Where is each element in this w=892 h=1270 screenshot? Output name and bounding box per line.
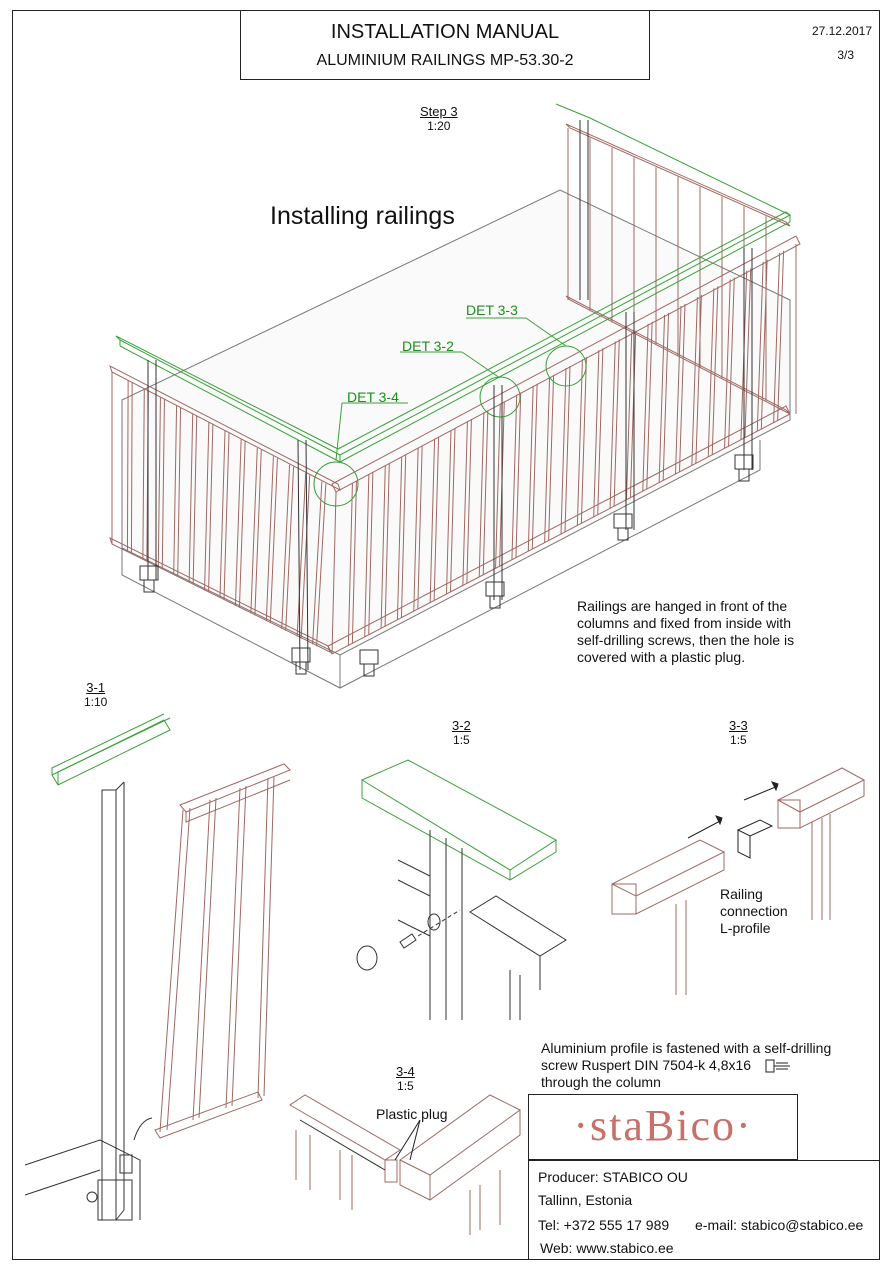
company-logo-box (528, 1094, 798, 1160)
det-3-3-callout: DET 3-3 (466, 302, 518, 318)
baluster (131, 382, 132, 553)
producer-name: Producer: STABICO OU (538, 1169, 688, 1185)
page-number: 3/3 (837, 48, 854, 62)
section-heading: Installing railings (270, 202, 455, 230)
column-bracket (360, 650, 378, 664)
note-line: self-drilling screws, then the hole is (577, 632, 795, 648)
det-3-2-callout: DET 3-2 (402, 338, 454, 354)
screw-note (541, 1040, 831, 1091)
detail-3-2-label (452, 718, 471, 747)
step-label (420, 104, 458, 133)
producer-email: e-mail: stabico@stabico.ee (695, 1217, 864, 1233)
column-base (739, 469, 749, 481)
plastic-plug-note: Plastic plug (376, 1106, 448, 1122)
note-line: Railing (720, 886, 763, 902)
det-3-4-callout: DET 3-4 (347, 389, 399, 405)
note-line: screw Ruspert DIN 7504-k 4,8x16 (541, 1057, 752, 1073)
producer-block (528, 1160, 880, 1260)
producer-web: Web: www.stabico.ee (540, 1240, 674, 1256)
document-subtitle: ALUMINIUM RAILINGS MP-53.30-2 (316, 52, 574, 69)
note-line: L-profile (720, 920, 771, 936)
company-logo: ·staBico· (573, 1101, 753, 1150)
producer-phone: Tel: +372 555 17 989 (538, 1217, 670, 1233)
note-line: Aluminium profile is fastened with a self-drilling (541, 1040, 832, 1056)
detail-3-1-drawing (25, 714, 290, 1220)
detail-number: 3-1 (86, 680, 106, 695)
detail-3-3-drawing (612, 768, 864, 995)
main-installation-note (577, 598, 794, 666)
detail-scale: 1:10 (84, 695, 108, 709)
detail-3-1-label (84, 680, 107, 709)
l-profile-note (720, 886, 788, 937)
detail-scale: 1:5 (453, 733, 470, 747)
note-line: covered with a plastic plug. (577, 649, 746, 665)
detail-scale: 1:5 (397, 1079, 414, 1093)
note-line: columns and fixed from inside with (577, 615, 791, 631)
note-line: connection (720, 903, 788, 919)
note-line: through the column (541, 1074, 661, 1090)
detail-scale: 1:5 (730, 733, 747, 747)
detail-3-4-label (396, 1064, 415, 1093)
column-bracket (292, 648, 310, 662)
step-scale: 1:20 (427, 119, 451, 133)
document-title: INSTALLATION MANUAL (330, 21, 560, 43)
producer-city: Tallinn, Estonia (538, 1192, 633, 1208)
column-bracket (140, 566, 158, 580)
note-line: Railings are hanged in front of the (577, 598, 788, 614)
detail-number: 3-2 (452, 718, 471, 733)
detail-3-2-drawing (357, 760, 566, 1020)
title-block (240, 10, 650, 80)
column-base (144, 580, 154, 592)
column-bracket (486, 582, 504, 596)
column-bracket (614, 514, 632, 528)
column-base (364, 664, 374, 676)
detail-3-3-label (729, 718, 748, 747)
document-date: 27.12.2017 (811, 24, 872, 38)
detail-number: 3-4 (396, 1064, 415, 1079)
detail-number: 3-3 (729, 718, 748, 733)
step-title: Step 3 (420, 104, 458, 119)
baluster (127, 380, 128, 551)
